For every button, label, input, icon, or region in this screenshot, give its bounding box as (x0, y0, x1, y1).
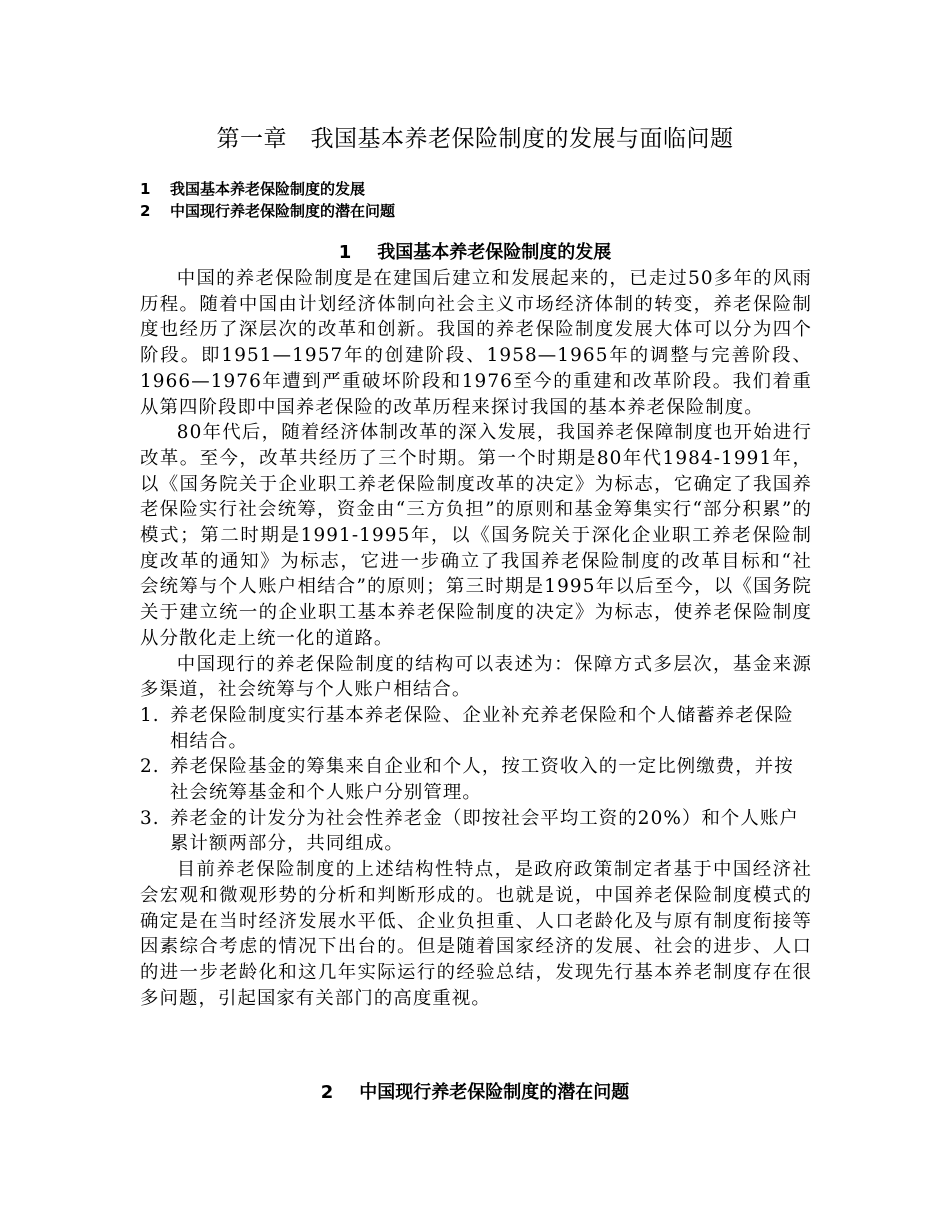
list-item-text: 养老保险制度实行基本养老保险、企业补充养老保险和个人储蓄养老保险相结合。 (170, 704, 794, 752)
list-item (140, 703, 812, 754)
paragraph: 目前养老保险制度的上述结构性特点，是政府政策制定者基于中国经济社会宏观和微观形势的分析和判断形成的。也就是说，中国养老保险制度模式的确定是在当时经济发展水平低、企业负担重、人口老龄化及与原有制度衔接等因素综合考虑的情况下出台的。但是随着国家经济的发展、社会的进步、人口的进一步老龄化和这几年实际运行的经验总结，发现先行基本养老制度存在很多问题，引起国家有关部门的高度重视。 (140, 859, 812, 1009)
toc-item-label: 中国现行养老保险制度的潜在问题 (170, 202, 396, 220)
toc-item-number: 1 (140, 180, 151, 198)
section-1-body (140, 266, 812, 1011)
list-item-number: 3. (140, 807, 160, 829)
chapter-title: 第一章 我国基本养老保险制度的发展与面临问题 (216, 126, 734, 152)
toc-item[interactable] (140, 200, 395, 222)
paragraph: 中国现行的养老保险制度的结构可以表述为：保障方式多层次，基金来源多渠道，社会统筹与个人账户相结合。 (140, 653, 812, 701)
table-of-contents (140, 178, 395, 222)
list-item-number: 2. (140, 756, 160, 778)
list-item-text: 养老金的计发分为社会性养老金（即按社会平均工资的20%）和个人账户累计额两部分，共同组成。 (170, 807, 799, 855)
section-1-heading (0, 240, 950, 266)
section-title: 中国现行养老保险制度的潜在问题 (359, 1082, 630, 1103)
list-item-text: 养老保险基金的筹集来自企业和个人，按工资收入的一定比例缴费，并按社会统筹基金和个人账户分别管理。 (170, 756, 794, 804)
paragraph: 80年代后，随着经济体制改革的深入发展，我国养老保障制度也开始进行改革。至今，改革共经历了三个时期。第一个时期是80年代1984-1991年，以《国务院关于企业职工养老保险制度改革的决定》为标志，它确定了我国养老保险实行社会统筹，资金由“三方负担”的原则和基金筹集实行“部分积累”的模式；第二时期是1991-1995年，以《国务院关于深化企业职工养老保险制度改革的通知》为标志，它进一步确立了我国养老保险制度的改革目标和“社会统筹与个人账户相结合”的原则；第三时期是1995年以后至今，以《国务院关于建立统一的企业职工基本养老保险制度的决定》为标志，使养老保险制度从分散化走上统一化的道路。 (140, 422, 812, 649)
list-item (140, 754, 812, 805)
section-number: 2 (320, 1082, 334, 1103)
paragraph: 中国的养老保险制度是在建国后建立和发展起来的，已走过50多年的风雨历程。随着中国由计划经济体制向社会主义市场经济体制的转变，养老保险制度也经历了深层次的改革和创新。我国的养老保险制度发展大体可以分为四个阶段。即1951—1957年的创建阶段、1958—1965年的调整与完善阶段、1966—1976年遭到严重破坏阶段和1976至今的重建和改革阶段。我们着重从第四阶段即中国养老保险的改革历程来探讨我国的基本养老保险制度。 (140, 268, 812, 418)
structure-list (140, 703, 812, 857)
section-number: 1 (338, 242, 352, 263)
toc-item-number: 2 (140, 202, 151, 220)
section-title: 我国基本养老保险制度的发展 (377, 242, 612, 263)
section-2-heading (0, 1080, 950, 1106)
toc-item[interactable] (140, 178, 395, 200)
list-item-number: 1. (140, 704, 160, 726)
toc-item-label: 我国基本养老保险制度的发展 (170, 180, 366, 198)
list-item (140, 806, 812, 857)
